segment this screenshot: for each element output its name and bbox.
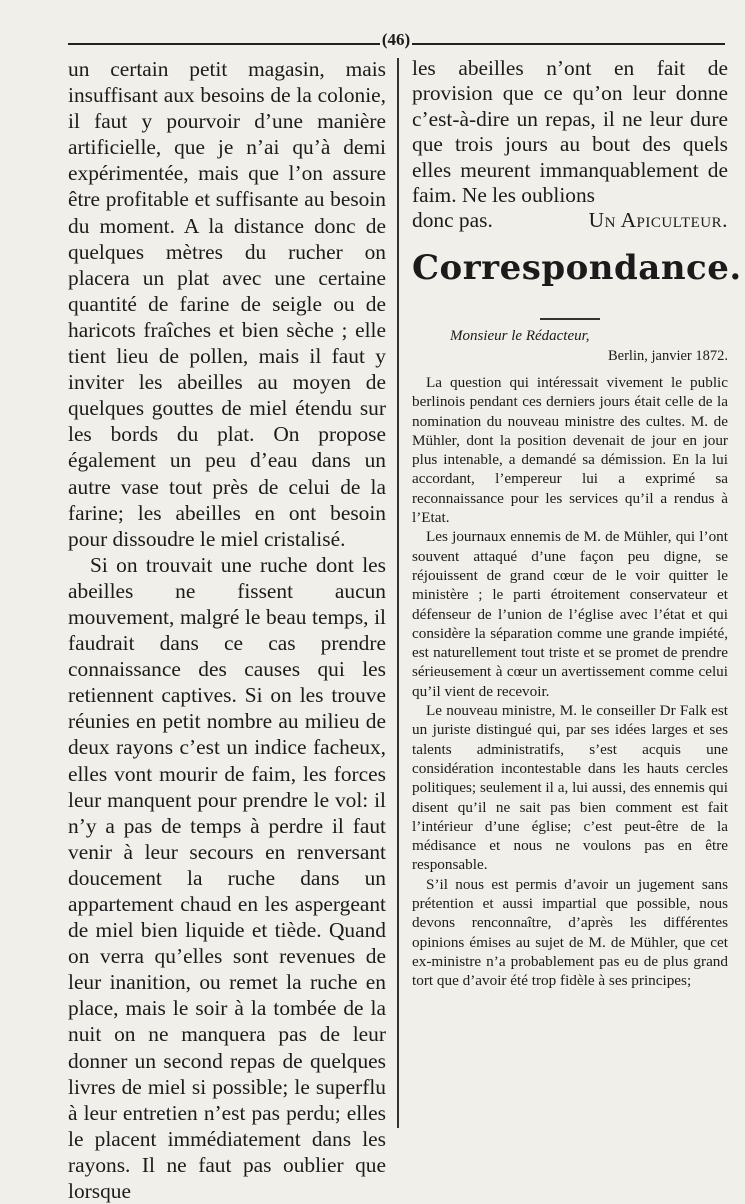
header-rule-left xyxy=(68,43,380,45)
heading-rule xyxy=(540,318,600,320)
column-divider xyxy=(397,58,399,1128)
correspondence-body xyxy=(412,373,728,991)
salutation: Monsieur le Rédacteur, xyxy=(450,328,590,344)
continuation-text: les abeilles n’ont en fait de provision que ce qu’on leur donne c’est-à-dire un repas, il ne leur dure que trois jours au bout des quels elles meurent immanquablement de faim. Ne les oublions xyxy=(412,56,728,208)
signature-line xyxy=(412,208,728,233)
header-rule-right xyxy=(412,43,725,45)
signature: Un Apiculteur. xyxy=(588,208,728,233)
dateline: Berlin, janvier 1872. xyxy=(607,348,728,364)
correspondence-paragraph: Les journaux ennemis de M. de Mühler, qui l’ont souvent attaqué d’une façon peu digne, se réjouissent de grand cœur de le voir quitter le ministère ; le parti étroitement conservateur et défenseur de l’union de l’église avec l’état et qui considère la séparation comme une grande impiété, est naturellement tout triste et se promet de prendre sérieusement à cœur un avertissement comme celui qu’il vient de recevoir. xyxy=(412,528,728,700)
correspondence-paragraph: La question qui intéressait vivement le public berlinois pendant ces derniers jours était celle de la nomination du nouveau ministre des cultes. M. de Mühler, dont la position devenait de jour en jour plus intenable, a demandé sa démission. En la lui accordant, l’empereur lui a exprimé sa reconnaissance pour les services qu’il a rendus à l’Etat. xyxy=(412,374,728,527)
correspondence-paragraph: S’il nous est permis d’avoir un jugement sans prétention et aussi impartial que possible, nous devons renconnaître, d’après les différentes opinions émises au sujet de M. de Mühler, que cet ex-ministre n’a probablement pas eu de plus grand tort que d’avoir été trop fidèle à ses principes; xyxy=(412,875,728,990)
page-number: (46) xyxy=(381,30,411,49)
continuation-last-line: donc pas. xyxy=(412,208,493,233)
correspondence-paragraph: Le nouveau ministre, M. le conseiller Dr Falk est un juriste distingué qui, par ses idées larges et ses talents administratifs, s’est acquis une considération incontestable dans les hauts cercles politiques; seulement il a, lui aussi, des ennemis qui disent qu’il ne sait pas bien comment est fait l’intérieur d’une église; c’est peut-être de la médisance et nous ne voulons pas en être responsable. xyxy=(412,702,728,874)
section-heading: Correspondance. xyxy=(412,248,742,288)
left-paragraph-2: Si on trouvait une ruche dont les abeilles ne fissent aucun mouvement, malgré le beau temps, il faudrait dans ce cas prendre connaissance des causes qui les retiennent captives. Si on les trouve réunies en petit nombre au milieu de deux rayons c’est un indice facheux, elles vont mourir de faim, les forces leur manquent pour prendre le vol: il n’y a pas de temps à perdre il faut venir à leur secours en renversant doucement la ruche dans un appartement chaud en les aspergeant de miel bien liquide et tiède. Quand on verra qu’elles sont revenues de leur inanition, ou remet la ruche en place, mais le soir à la tombée de la nuit on ne manquera pas de leur donner un second repas de quelques livres de miel si possible; le superflu à leur entretien n’est pas perdu; elles le placent immédiatement dans les rayons. Il ne faut pas oublier que lorsque xyxy=(68,552,386,1204)
left-paragraph-1: un certain petit magasin, mais insuffisant aux besoins de la colonie, il faut y pourvoir d’une manière artificielle, que je n’ai qu’à demi expérimentée, mais que l’on assure être profitable et suffisante au besoin du moment. A la distance donc de quelques mètres du rucher on placera un plat avec une certaine quantité de farine de seigle ou de haricots fraîches et bien sèche ; elle tient lieu de pollen, mais il faut y inviter les abeilles au moyen de quelques gouttes de miel étendu sur les bords du plat. On propose également un peu d’eau dans un autre vase tout près de celui de la farine; les abeilles en ont besoin pour dissoudre le miel cristalisé. xyxy=(68,57,386,551)
right-column-continuation xyxy=(412,56,728,234)
left-column xyxy=(68,56,386,1204)
